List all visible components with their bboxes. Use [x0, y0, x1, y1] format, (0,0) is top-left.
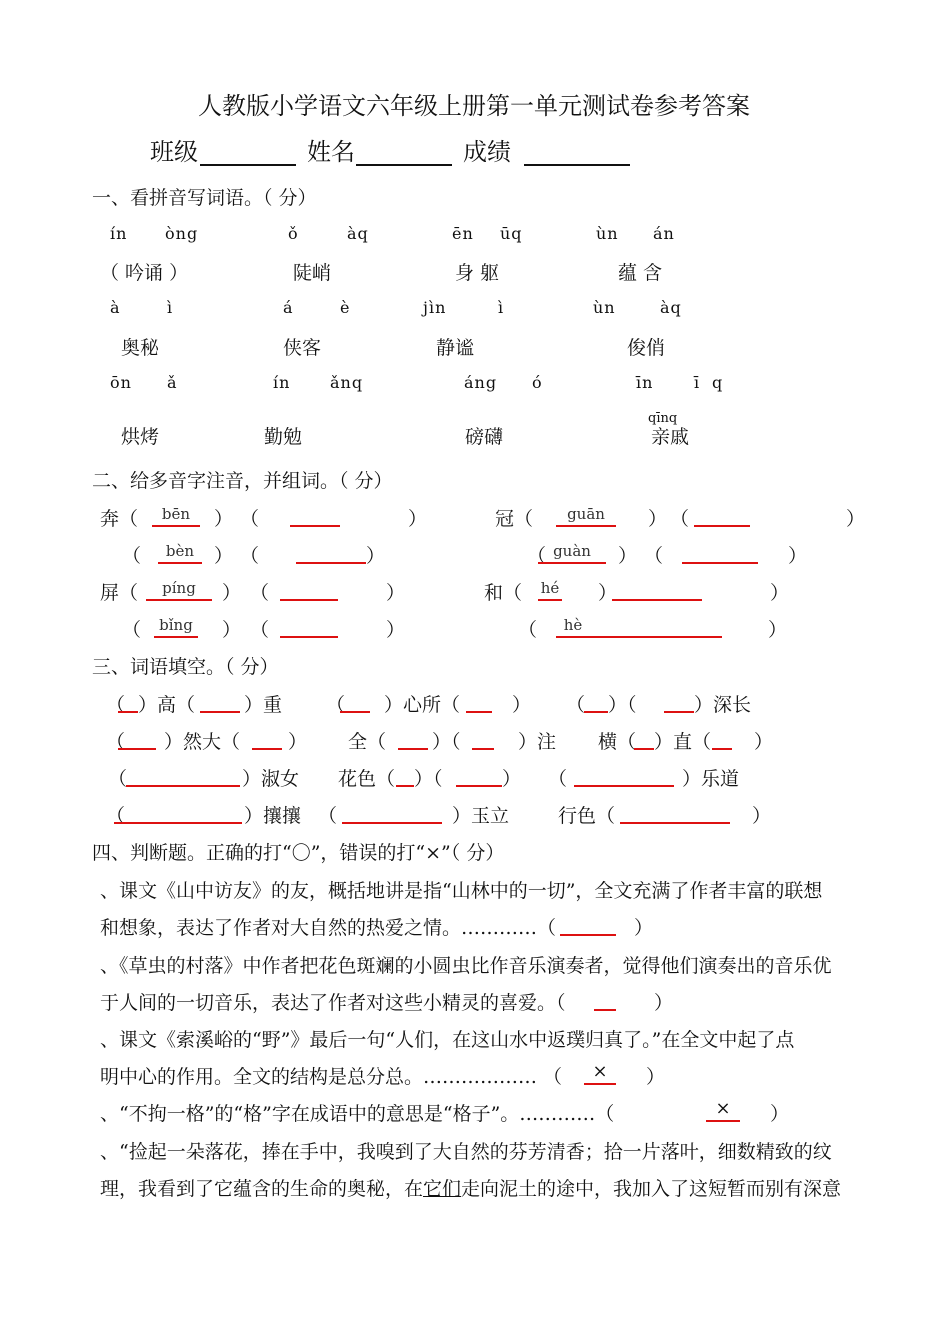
text: ）然大（ — [164, 731, 241, 753]
char-ping: 屏（ — [100, 582, 139, 604]
class-label: 班级 — [150, 138, 198, 166]
text: （ — [318, 805, 338, 827]
pinyin-answer[interactable]: guān — [556, 503, 616, 527]
section-4-heading: 四、判断题。正确的打“〇”，错误的打“×”（ 分） — [92, 842, 505, 864]
pinyin: ùn — [593, 298, 616, 317]
answer-word: 侠客 — [283, 337, 322, 359]
paren: ） — [634, 917, 654, 939]
fill-blank[interactable] — [620, 800, 730, 824]
pinyin-answer[interactable]: hé — [538, 577, 562, 601]
pinyin: òng — [165, 224, 199, 243]
fill-blank[interactable] — [118, 726, 156, 750]
pinyin: ǎ — [167, 373, 178, 392]
pinyin: ǎnq — [330, 373, 364, 392]
question-1: 、课文《山中访友》的友，概括地讲是指“山林中的一切”，全文充满了作者丰富的联想 — [100, 880, 823, 902]
paren: （ — [527, 545, 547, 567]
paren: （ — [122, 545, 142, 567]
pinyin: jìn — [423, 298, 447, 317]
word-answer[interactable] — [612, 577, 702, 601]
page-title: 人教版小学语文六年级上册第一单元测试卷参考答案 — [198, 92, 750, 120]
question-3: 、课文《索溪峪的“野”》最后一句“人们，在这山水中返璞归真了。”在全文中起了点 — [100, 1029, 795, 1051]
judge-answer[interactable]: × — [584, 1061, 616, 1085]
answer-word: 奥秘 — [121, 337, 160, 359]
text: ）（ — [432, 731, 461, 753]
paren: ） — [646, 1066, 666, 1088]
paren: ） — [654, 992, 674, 1014]
judge-answer[interactable] — [594, 987, 616, 1011]
pinyin: àq — [660, 298, 682, 317]
class-field[interactable] — [200, 140, 296, 166]
pinyin: ó — [532, 373, 543, 392]
text: ） — [754, 731, 774, 753]
pinyin: à — [110, 298, 121, 317]
score-label: 成绩 — [463, 138, 511, 166]
fill-blank[interactable] — [114, 800, 242, 824]
fill-blank[interactable] — [342, 800, 442, 824]
paren: ） — [222, 619, 242, 641]
text: ）乐道 — [682, 768, 740, 790]
pinyin: q — [712, 373, 724, 392]
paren: ） — [598, 582, 618, 604]
pinyin-answer[interactable]: bèn — [158, 540, 202, 564]
pinyin: ēn — [452, 224, 474, 243]
fill-blank[interactable] — [584, 689, 608, 713]
answer-word: 俊俏 — [627, 337, 666, 359]
char-guan: 冠（ — [495, 508, 534, 530]
answer-word: 身 躯 — [455, 262, 500, 284]
paren: ） — [222, 582, 242, 604]
answer-word: （ 吟诵 ） — [100, 262, 189, 284]
question-1-cont: 和想象，表达了作者对大自然的热爱之情。…………（ — [100, 917, 557, 939]
text: ）玉立 — [452, 805, 510, 827]
paren: ） — [386, 619, 406, 641]
paren: ） — [214, 545, 234, 567]
pinyin: ī — [694, 373, 701, 392]
pinyin: ūq — [500, 224, 523, 243]
q5-underlined: 它们 — [423, 1178, 462, 1200]
text: 横（ — [598, 731, 637, 753]
text: ）高（ — [138, 694, 196, 716]
fill-blank[interactable] — [398, 726, 428, 750]
text: ）淑女 — [242, 768, 300, 790]
question-3-cont: 明中心的作用。全文的结构是总分总。……………… （ — [100, 1066, 563, 1088]
word-answer[interactable] — [280, 614, 338, 638]
answer-word: 陡峭 — [293, 262, 332, 284]
paren: ） — [214, 508, 234, 530]
pinyin: án — [653, 224, 675, 243]
fill-blank[interactable] — [126, 763, 240, 787]
section-1-heading: 一、看拼音写词语。（ 分） — [92, 187, 317, 209]
text: （ — [326, 694, 346, 716]
answer-word: 亲戚 — [651, 426, 690, 448]
text: （ — [566, 694, 586, 716]
question-2: 、《草虫的村落》中作者把花色斑斓的小圆虫比作音乐演奏者，觉得他们演奏出的音乐优 — [100, 955, 832, 977]
pinyin: ín — [110, 224, 128, 243]
text: 全（ — [348, 731, 387, 753]
question-5: 、“捡起一朵落花，捧在手中，我嗅到了大自然的芬芳清香；拾一片落叶，细数精致的纹 — [100, 1141, 832, 1163]
fill-blank[interactable] — [472, 726, 494, 750]
q5-text: 走向泥土的途中，我加入了这短暂而别有深意 — [461, 1178, 842, 1200]
fill-blank[interactable] — [466, 689, 492, 713]
text: （ — [548, 768, 568, 790]
question-5-cont — [100, 1174, 841, 1201]
pinyin-answer[interactable]: guàn — [538, 540, 606, 564]
pinyin-answer[interactable]: hè — [556, 614, 590, 638]
paren: ） — [788, 545, 808, 567]
question-4: 、“不拘一格”的“格”字在成语中的意思是“格子”。…………（ — [100, 1103, 615, 1125]
word-answer[interactable] — [296, 540, 366, 564]
fill-blank[interactable] — [200, 689, 240, 713]
word-answer[interactable] — [590, 614, 722, 638]
paren: （ — [240, 545, 260, 567]
score-field[interactable] — [524, 140, 630, 166]
pinyin: ōn — [110, 373, 132, 392]
text: ）直（ — [654, 731, 712, 753]
paren: ） — [618, 545, 638, 567]
text: ）重 — [244, 694, 283, 716]
pinyin: è — [340, 298, 351, 317]
answer-word: 烘烤 — [121, 426, 160, 448]
answer-word: 磅礴 — [465, 426, 504, 448]
paren: ） — [770, 1103, 790, 1125]
pinyin: ǒ — [288, 224, 299, 243]
fill-blank[interactable] — [252, 726, 282, 750]
pinyin-answer[interactable]: bēn — [152, 503, 200, 527]
judge-answer[interactable]: × — [706, 1098, 740, 1122]
text: ）心所（ — [384, 694, 461, 716]
paren: （ — [644, 545, 664, 567]
paren: ） — [366, 545, 386, 567]
text: （ — [108, 768, 128, 790]
pinyin: áng — [464, 373, 498, 392]
text: ）深长 — [694, 694, 752, 716]
name-field[interactable] — [356, 140, 452, 166]
answer-word: 静谧 — [436, 337, 475, 359]
text: ） — [752, 805, 772, 827]
section-2-heading: 二、给多音字注音，并组词。（ 分） — [92, 470, 393, 492]
word-answer[interactable] — [682, 540, 758, 564]
fill-blank[interactable] — [634, 726, 654, 750]
paren: （ — [250, 619, 270, 641]
pinyin-answer[interactable]: bǐng — [154, 614, 198, 638]
paren: ） — [648, 508, 668, 530]
char-ben: 奔（ — [100, 508, 139, 530]
fill-blank[interactable] — [574, 763, 674, 787]
answer-word: 蕴 含 — [618, 262, 663, 284]
pinyin: ì — [167, 298, 174, 317]
pinyin: á — [283, 298, 294, 317]
paren: （ — [250, 582, 270, 604]
answer-word: 勤勉 — [264, 426, 303, 448]
name-label: 姓名 — [307, 138, 355, 166]
paren: ） — [768, 619, 788, 641]
text: ）攘攘 — [244, 805, 302, 827]
text: ） — [502, 768, 522, 790]
question-2-cont: 于人间的一切音乐，表达了作者对这些小精灵的喜爱。（ — [100, 992, 566, 1014]
pinyin: ì — [498, 298, 505, 317]
text: ）（ — [414, 768, 443, 790]
pinyin: īn — [636, 373, 654, 392]
char-he: 和（ — [484, 582, 523, 604]
pinyin-answer[interactable]: píng — [146, 577, 212, 601]
text: （ — [106, 731, 126, 753]
paren: （ — [670, 508, 690, 530]
paren: （ — [122, 619, 142, 641]
text: （ — [106, 805, 126, 827]
pinyin: ùn — [596, 224, 619, 243]
paren: ） — [846, 508, 866, 530]
paren: （ — [240, 508, 260, 530]
pinyin-small: qīnq — [648, 411, 678, 426]
text: 花色（ — [338, 768, 396, 790]
text: ） — [512, 694, 532, 716]
paren: ） — [408, 508, 428, 530]
paren: ） — [386, 582, 406, 604]
pinyin: ín — [273, 373, 291, 392]
fill-blank[interactable] — [712, 726, 732, 750]
section-3-heading: 三、词语填空。（ 分） — [92, 656, 279, 678]
fill-blank[interactable] — [456, 763, 502, 787]
word-answer[interactable] — [290, 503, 340, 527]
text: ）（ — [608, 694, 637, 716]
fill-blank[interactable] — [118, 689, 138, 713]
word-answer[interactable] — [694, 503, 750, 527]
paren: （ — [518, 619, 538, 641]
fill-blank[interactable] — [664, 689, 694, 713]
pinyin: àq — [347, 224, 369, 243]
text: 行色（ — [558, 805, 616, 827]
fill-blank[interactable] — [340, 689, 370, 713]
paren: ） — [770, 582, 790, 604]
judge-answer[interactable] — [560, 912, 616, 936]
text: ） — [288, 731, 308, 753]
fill-blank[interactable] — [396, 763, 414, 787]
word-answer[interactable] — [280, 577, 338, 601]
q5-text: 理，我看到了它蕴含的生命的奥秘，在 — [100, 1178, 424, 1200]
text: ）注 — [518, 731, 557, 753]
text: （ — [106, 694, 126, 716]
